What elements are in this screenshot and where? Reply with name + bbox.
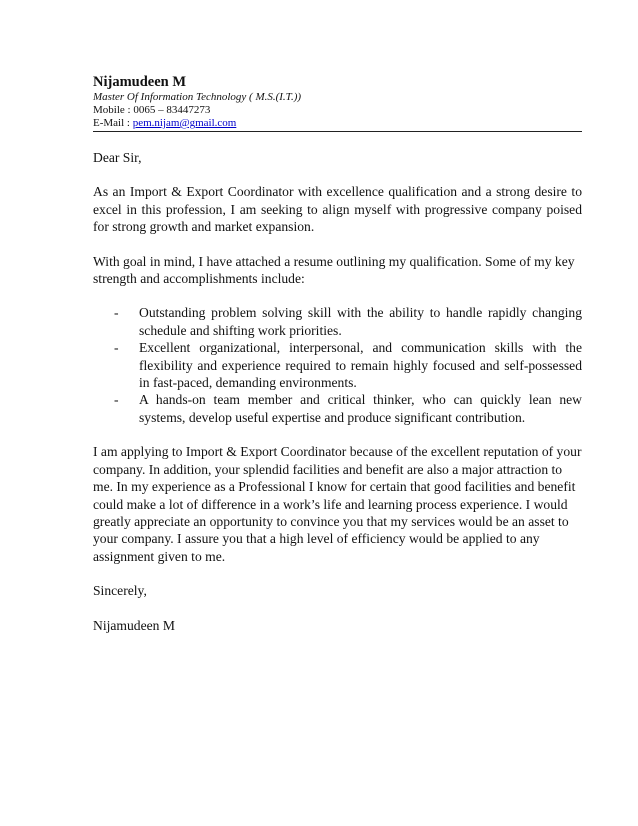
intro-paragraph: As an Import & Export Coordinator with excellence qualification and a strong desire to excel in this profession, I am seeking to align myself with progressive company poised for strong growth and market expansion. <box>93 184 582 235</box>
signature-name: Nijamudeen M <box>93 617 175 633</box>
letterhead <box>93 73 582 132</box>
list-item-text: A hands-on team member and critical thinker, who can quickly lean new systems, develop useful expertise and produce significant contribution. <box>139 392 582 425</box>
header-divider <box>93 131 582 132</box>
list-item <box>114 339 582 391</box>
sender-degree: Master Of Information Technology ( M.S.(I.T.)) <box>93 91 302 103</box>
sender-email <box>93 117 582 130</box>
applying-paragraph: I am applying to Import & Export Coordinator because of the excellent reputation of your company. In addition, your splendid facilities and benefit are also a major attraction to me. In my experience as a Professional I know for certain that good facilities and benefit could make a lot of difference in a work’s life and learning process experience. I would greatly appreciate an opportunity to convince you that my services would be an asset to your company. I assure you that a high level of efficiency would be applied to any assignment given to me. <box>93 444 582 564</box>
bullet-dash: - <box>114 392 119 408</box>
goal-paragraph: With goal in mind, I have attached a resume outlining my qualification. Some of my key strength and accomplishments include: <box>93 253 575 287</box>
letter-body <box>93 149 582 634</box>
list-item-text: Outstanding problem solving skill with the ability to handle rapidly changing schedule and shifting work priorities. <box>139 305 582 338</box>
mobile-label: Mobile : <box>93 104 134 116</box>
list-item-text: Excellent organizational, interpersonal, and communication skills with the flexibility and experience required to remain highly focused and self-possessed in fast-paced, demanding environments. <box>139 340 582 391</box>
list-item <box>114 391 582 426</box>
email-label: E-Mail : <box>93 117 133 129</box>
closing: Sincerely, <box>93 583 147 599</box>
sender-mobile <box>93 104 582 117</box>
mobile-number: 0065 – 83447273 <box>133 104 211 116</box>
letter-page <box>93 73 582 634</box>
bullet-dash: - <box>114 305 119 321</box>
bullet-dash: - <box>114 340 119 356</box>
accomplishments-list <box>93 304 582 426</box>
email-link[interactable]: pem.nijam@gmail.com <box>132 117 237 129</box>
greeting: Dear Sir, <box>93 150 142 165</box>
list-item <box>114 304 582 339</box>
sender-name: Nijamudeen M <box>93 74 187 90</box>
